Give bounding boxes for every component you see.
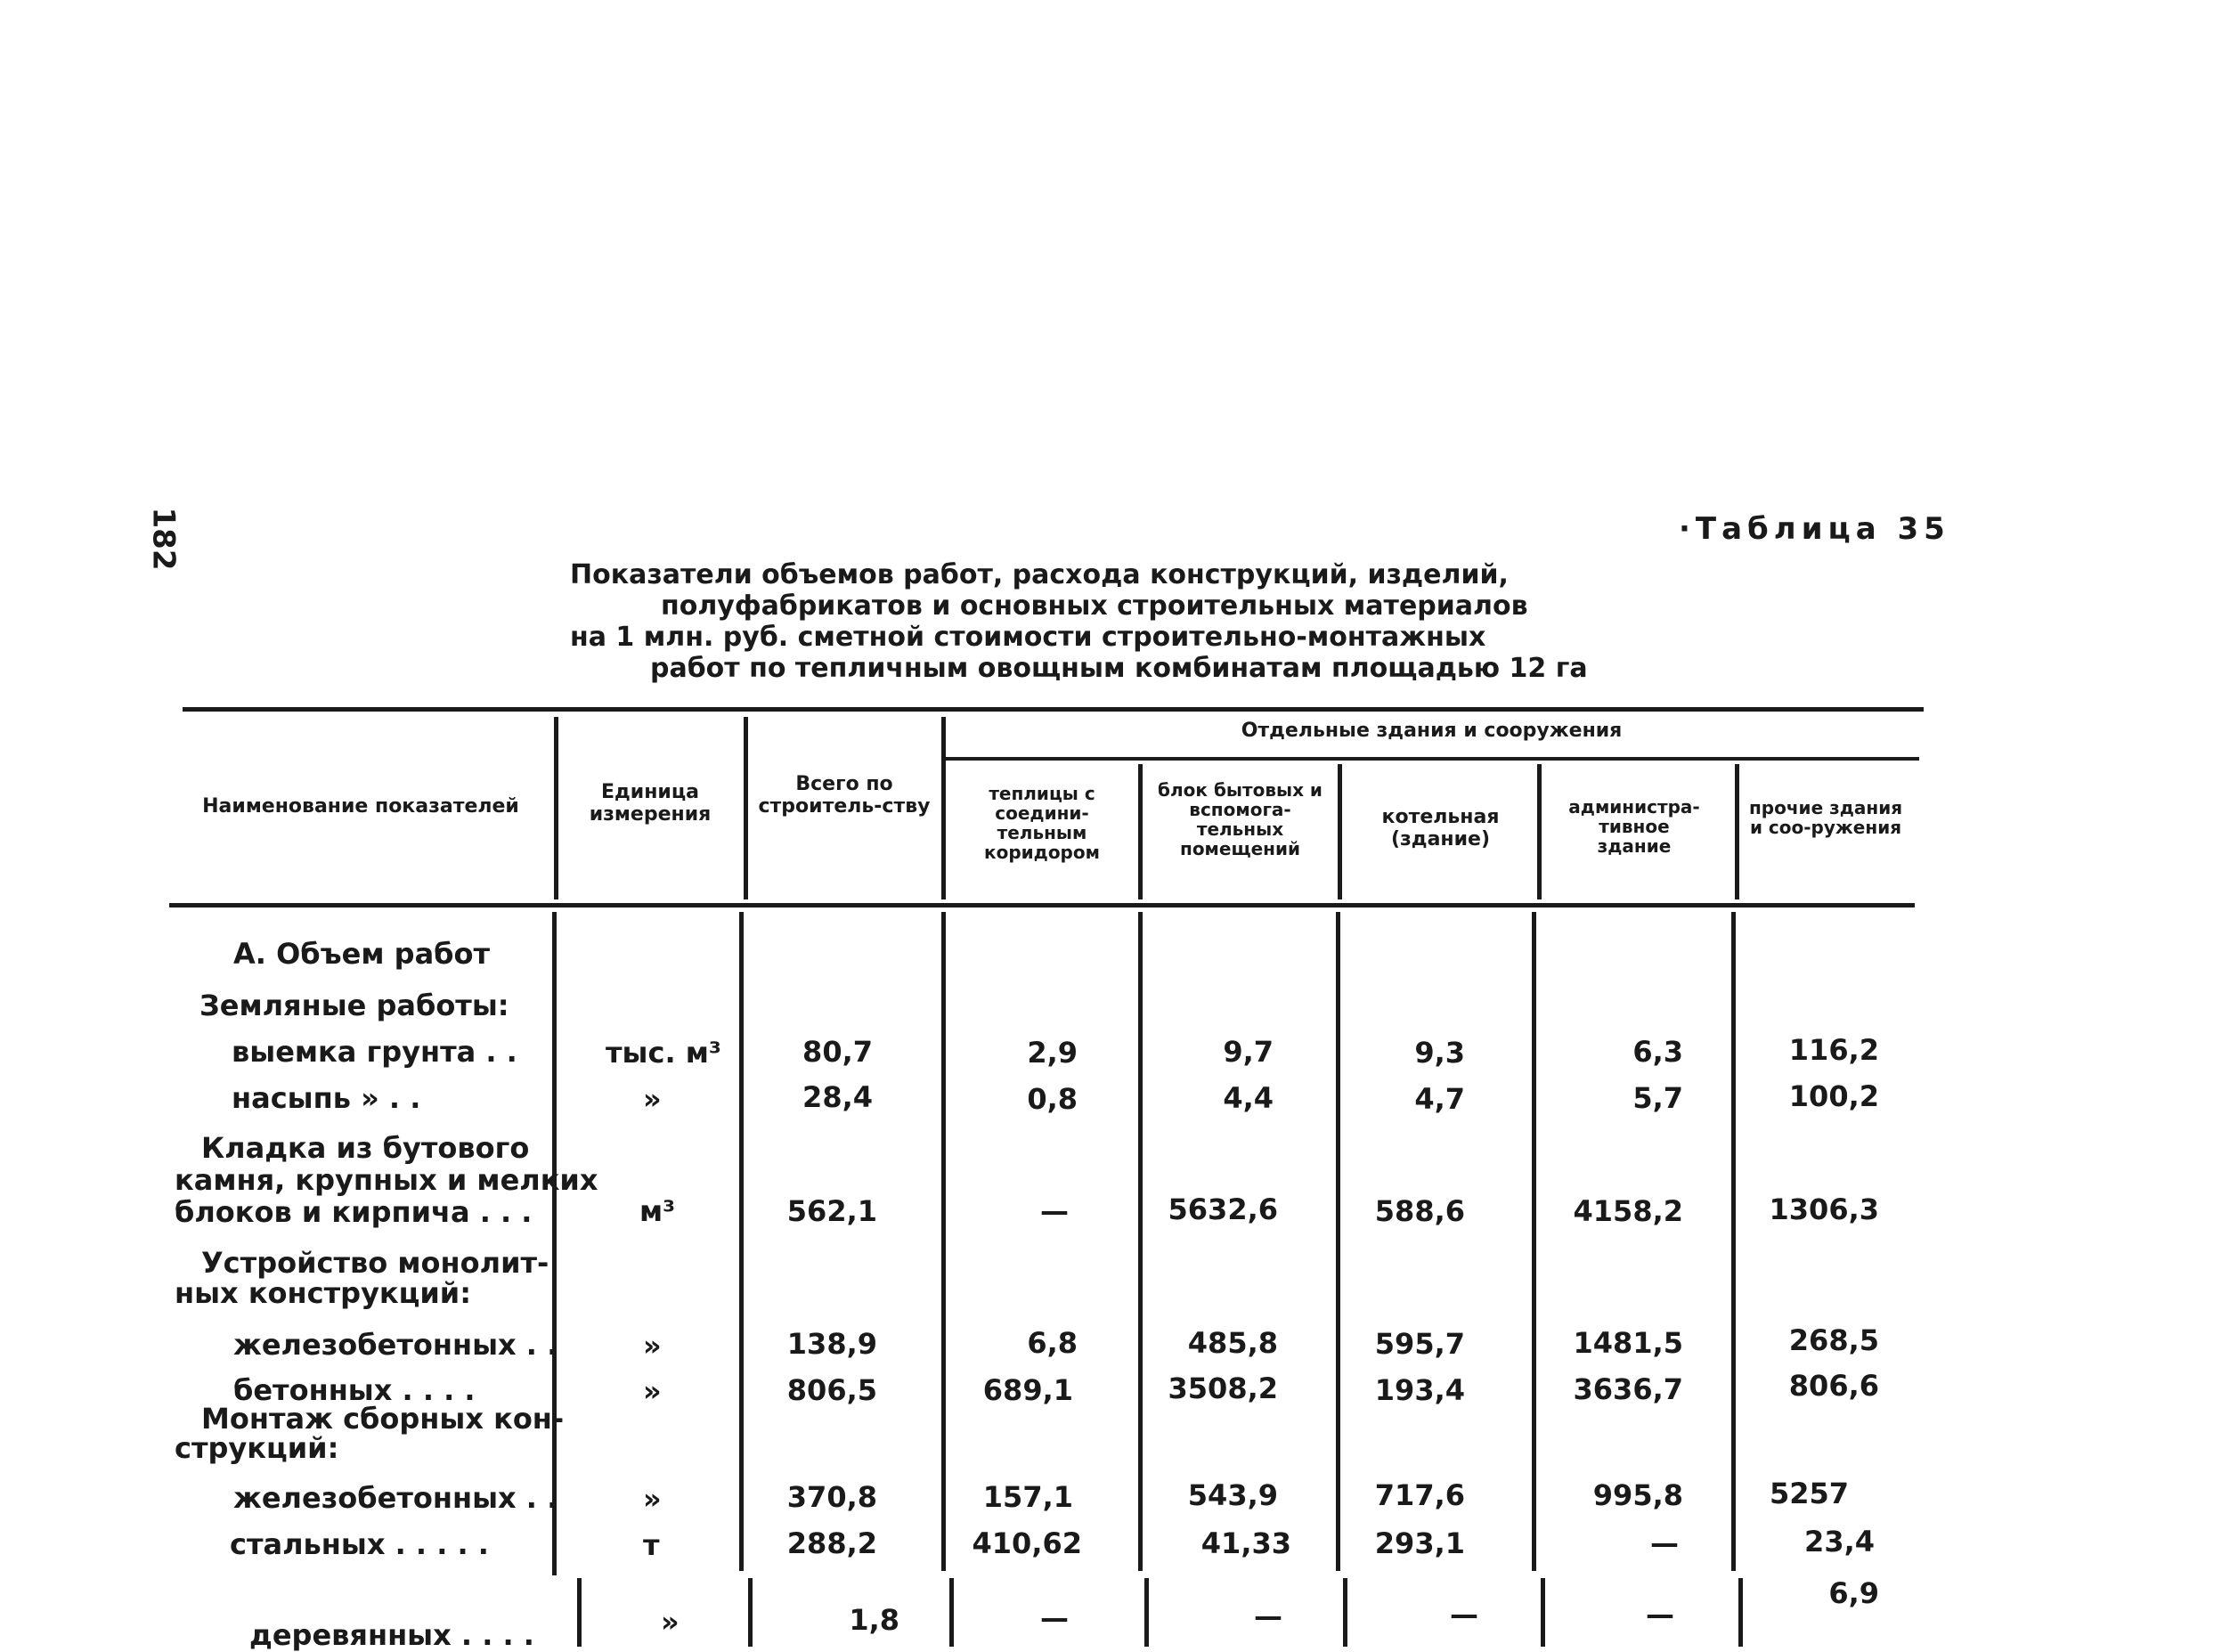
- unit-cell: »: [643, 1374, 662, 1408]
- unit-cell: тыс. м³: [606, 1036, 721, 1070]
- column-rule: [577, 1578, 582, 1647]
- value-greenhouses: 2,9: [1027, 1036, 1078, 1070]
- value-block: 4,4: [1223, 1081, 1274, 1115]
- value-other: 6,9: [1828, 1576, 1879, 1610]
- value-admin: —: [1650, 1526, 1679, 1560]
- title-line: полуфабрикатов и основных строительных материалов: [661, 590, 1528, 622]
- column-rule: [941, 912, 946, 1571]
- row-label: струкций:: [175, 1431, 339, 1465]
- value-total: 370,8: [786, 1480, 877, 1514]
- value-total: 28,4: [802, 1080, 873, 1114]
- row-label: железобетонных . .: [233, 1481, 558, 1515]
- value-other: 1306,3: [1769, 1192, 1879, 1226]
- value-boiler: 717,6: [1374, 1478, 1465, 1512]
- row-label: Устройство монолит-: [201, 1246, 549, 1280]
- row-label: насыпь » . .: [232, 1081, 421, 1115]
- value-block: 543,9: [1187, 1478, 1278, 1512]
- value-boiler: —: [1450, 1598, 1478, 1632]
- column-rule: [1532, 912, 1536, 1571]
- table-label: ·Таблица 35: [1679, 511, 1950, 547]
- column-rule: [1343, 1578, 1347, 1647]
- value-greenhouses: 0,8: [1027, 1082, 1078, 1116]
- header-total: Всего по строитель-ству: [758, 773, 931, 818]
- header-admin: администра-тивное здание: [1568, 796, 1700, 857]
- column-rule: [554, 717, 558, 899]
- unit-cell: м³: [639, 1194, 676, 1228]
- value-other: 100,2: [1788, 1079, 1879, 1113]
- value-block: 3508,2: [1168, 1371, 1278, 1405]
- value-greenhouses: 157,1: [982, 1480, 1073, 1514]
- column-rule: [1336, 912, 1340, 1571]
- row-label: Земляные работы:: [199, 989, 509, 1022]
- value-admin: 995,8: [1592, 1478, 1683, 1512]
- unit-cell: »: [661, 1605, 680, 1639]
- title-line: Показатели объемов работ, расхода конструкций, изделий,: [570, 559, 1509, 590]
- value-admin: 1481,5: [1573, 1326, 1683, 1360]
- column-rule: [949, 1578, 954, 1647]
- value-block: 5632,6: [1168, 1192, 1278, 1226]
- value-total: 1,8: [849, 1603, 899, 1637]
- table-top-rule: [183, 707, 1924, 712]
- value-boiler: 4,7: [1414, 1082, 1465, 1116]
- page-number: 182: [145, 507, 182, 571]
- title-line: на 1 млн. руб. сметной стоимости строительно-монтажных: [570, 622, 1486, 653]
- column-rule: [1541, 1578, 1545, 1647]
- row-label: камня, крупных и мелких: [175, 1163, 598, 1197]
- value-other: 5257: [1770, 1477, 1850, 1510]
- header-name: Наименование показателей: [202, 795, 519, 818]
- row-label: железобетонных . .: [233, 1328, 558, 1362]
- header-bottom-rule: [169, 903, 1915, 907]
- value-block: 485,8: [1187, 1326, 1278, 1360]
- column-rule: [1144, 1578, 1149, 1647]
- table-title: [570, 559, 1588, 684]
- column-rule: [1731, 912, 1736, 1571]
- row-label: блоков и кирпича . . .: [175, 1195, 533, 1229]
- value-boiler: 588,6: [1374, 1194, 1465, 1228]
- value-admin: 4158,2: [1573, 1194, 1683, 1228]
- column-rule: [744, 717, 748, 899]
- unit-cell: »: [643, 1082, 662, 1116]
- value-block: 41,33: [1200, 1526, 1291, 1560]
- value-boiler: 293,1: [1374, 1526, 1465, 1560]
- row-label: бетонных . . . .: [233, 1373, 476, 1407]
- row-label: Кладка из бутового: [201, 1131, 530, 1165]
- row-label: деревянных . . . .: [249, 1618, 534, 1652]
- column-rule: [941, 717, 946, 899]
- value-boiler: 595,7: [1374, 1327, 1465, 1361]
- value-other: 268,5: [1788, 1323, 1879, 1357]
- column-rule: [1338, 764, 1342, 899]
- header-other: прочие здания и соо-ружения: [1748, 797, 1903, 838]
- unit-cell: »: [643, 1329, 662, 1363]
- value-greenhouses: —: [1040, 1194, 1069, 1228]
- unit-cell: т: [643, 1528, 660, 1562]
- column-rule: [1537, 764, 1542, 899]
- column-rule: [739, 912, 744, 1571]
- value-greenhouses: 410,62: [972, 1526, 1082, 1560]
- column-rule: [748, 1578, 753, 1647]
- column-rule: [1738, 1578, 1743, 1647]
- column-rule: [552, 912, 557, 1575]
- value-block: 9,7: [1223, 1035, 1274, 1069]
- header-block: блок бытовых и вспомога-тельных помещений: [1158, 779, 1323, 859]
- value-total: 138,9: [786, 1327, 877, 1361]
- value-total: 80,7: [802, 1035, 873, 1069]
- column-rule: [1138, 764, 1143, 899]
- title-line: работ по тепличным овощным комбинатам площадью 12 га: [650, 653, 1588, 684]
- group-header-rule: [944, 757, 1919, 761]
- value-greenhouses: 6,8: [1027, 1326, 1078, 1360]
- value-other: 116,2: [1788, 1033, 1879, 1067]
- row-label: стальных . . . . .: [230, 1527, 489, 1561]
- header-boiler: котельная (здание): [1381, 806, 1500, 850]
- value-greenhouses: —: [1040, 1601, 1069, 1635]
- value-boiler: 9,3: [1414, 1036, 1465, 1070]
- value-total: 562,1: [786, 1194, 877, 1228]
- value-admin: 6,3: [1632, 1035, 1683, 1069]
- header-group: Отдельные здания и сооружения: [1241, 720, 1623, 742]
- unit-cell: »: [643, 1482, 662, 1516]
- value-admin: —: [1646, 1598, 1674, 1632]
- value-other: 806,6: [1788, 1369, 1879, 1403]
- value-greenhouses: 689,1: [982, 1373, 1073, 1407]
- value-other: 23,4: [1804, 1525, 1875, 1558]
- value-boiler: 193,4: [1374, 1373, 1465, 1407]
- value-total: 288,2: [786, 1526, 877, 1560]
- row-label: выемка грунта . .: [232, 1035, 517, 1069]
- header-greenhouses: теплицы с соедини-тельным коридором: [984, 783, 1100, 863]
- row-label: Монтаж сборных кон-: [201, 1402, 565, 1436]
- value-admin: 5,7: [1632, 1081, 1683, 1115]
- value-admin: 3636,7: [1573, 1372, 1683, 1406]
- header-unit: Единица измерения: [589, 781, 712, 826]
- column-rule: [1138, 912, 1143, 1571]
- value-block: —: [1254, 1599, 1282, 1633]
- row-label: ных конструкций:: [175, 1276, 471, 1310]
- section-heading: А. Объем работ: [233, 937, 491, 971]
- value-total: 806,5: [786, 1373, 877, 1407]
- column-rule: [1735, 764, 1739, 899]
